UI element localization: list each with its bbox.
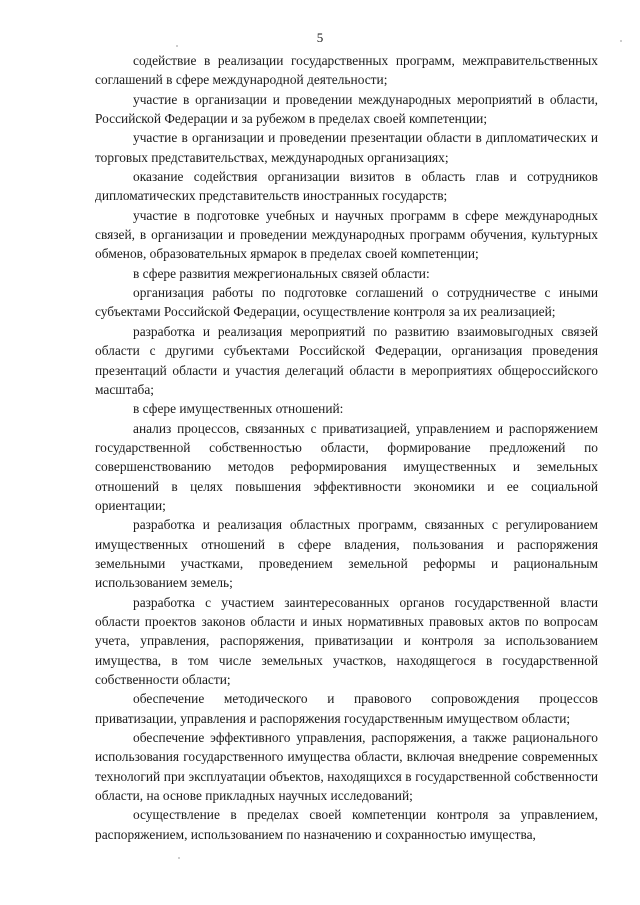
paragraph: участие в подготовке учебных и научных программ в сфере международных связей, в организации и проведении международных программ обучения, культурных обменов, образовательных ярмарок в пределах своей компетенции; bbox=[95, 207, 598, 262]
paragraph: разработка и реализация областных программ, связанных с регулированием имущественных отношений в сфере владения, пользования и распоряжения земельными участками, проведением земельной реформы и рациональным использованием земель; bbox=[95, 517, 598, 591]
scan-speck bbox=[176, 45, 178, 47]
paragraph: организация работы по подготовке соглашений о сотрудничестве с иными субъектами Российской Федерации, осуществление контроля за их реализацией; bbox=[95, 285, 598, 320]
paragraph: участие в организации и проведении презентации области в дипломатических и торговых представительствах, международных организациях; bbox=[95, 130, 598, 165]
scan-speck bbox=[178, 857, 180, 859]
paragraph: осуществление в пределах своей компетенции контроля за управлением, распоряжением, использованием по назначению и сохранностью имущества, bbox=[95, 807, 598, 842]
paragraph: обеспечение методического и правового сопровождения процессов приватизации, управления и распоряжения государственным имуществом области; bbox=[95, 691, 598, 726]
page-number: 5 bbox=[316, 30, 324, 45]
section-heading: в сфере развития межрегиональных связей области: bbox=[133, 265, 430, 281]
scan-speck bbox=[620, 40, 622, 42]
paragraph: содействие в реализации государственных программ, межправительственных соглашений в сфере международной деятельности; bbox=[95, 53, 598, 88]
paragraph: анализ процессов, связанных с приватизацией, управлением и распоряжением государственной собственностью области, формирование предложений по совершенствованию методов реформирования имущественных и земельных отношений в целях повышения эффективности экономики и ее социальной ориентации; bbox=[95, 420, 598, 513]
document-body bbox=[95, 51, 598, 844]
paragraph: разработка с участием заинтересованных органов государственной власти области проектов законов области и иных нормативных правовых актов по вопросам учета, управления, распоряжения, приватизации и контроля за использованием имущества, в том числе земельных участков, находящегося в государственной собственности области; bbox=[95, 594, 598, 687]
paragraph: оказание содействия организации визитов в область глав и сотрудников дипломатических представительств иностранных государств; bbox=[95, 169, 598, 204]
paragraph: разработка и реализация мероприятий по развитию взаимовыгодных связей области с другими субъектами Российской Федерации, организация проведения презентаций области и участия делегаций области в мероприятиях общероссийского масштаба; bbox=[95, 323, 598, 397]
section-heading: в сфере имущественных отношений: bbox=[133, 401, 344, 417]
paragraph: участие в организации и проведении международных мероприятий в области, Российской Федерации и за рубежом в пределах своей компетенции; bbox=[95, 91, 598, 127]
paragraph: обеспечение эффективного управления, распоряжения, а также рационального использования государственного имущества области, включая внедрение современных технологий при эксплуатации объектов, находящихся в государственной собственности области, на основе прикладных научных исследований; bbox=[95, 730, 598, 804]
